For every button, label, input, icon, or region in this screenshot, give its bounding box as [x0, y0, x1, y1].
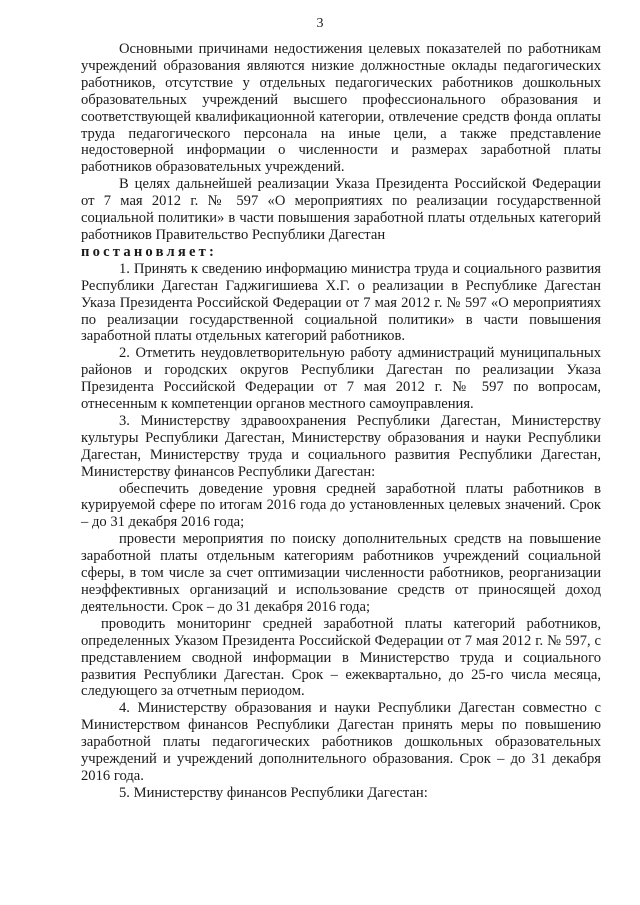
page-number: 3 [316, 16, 324, 31]
clause-4: 4. Министерству образования и науки Республики Дагестан совместно с Министерством финансов Республики Дагестан принять меры по повышению заработной платы педагогических работников дошкольных образовательных учреждений и учреждений дополнительного образования. Срок – до 31 декабря 2016 года. [81, 700, 601, 784]
clause-3: 3. Министерству здравоохранения Республики Дагестан, Министерству культуры Республики Дагестан, Министерству образования и науки Республики Дагестан, Министерству труда и социального развития Республики Дагестан, Министерству финансов Республики Дагестан: [81, 412, 601, 480]
clause-1: 1. Принять к сведению информацию министра труда и социального развития Республики Дагестан Гаджигишиева Х.Г. о реализации в Республике Дагестан Указа Президента Российской Федерации от 7 мая 2012 г. № 597 «О мероприятиях по реализации государственной социальной политики» в части повышения заработной платы отдельных категорий работников. [81, 260, 601, 345]
clause-5: 5. Министерству финансов Республики Дагестан: [119, 784, 428, 801]
clause-3-item-3: проводить мониторинг средней заработной платы категорий работников, определенных Указом Президента Российской Федерации от 7 мая 2012 г. № 597, с представлением сводной информации в Министерство труда и социального развития Республики Дагестан. Срок – ежеквартально, до 25-го числа месяца, следующего за отчетным периодом. [81, 615, 601, 700]
paragraph-reasons: Основными причинами недостижения целевых показателей по работникам учреждений образования являются низкие должностные оклады педагогических работников, отсутствие у отдельных педагогических работников дошкольных образовательных учреждений высшего профессионального образования и соответствующей квалификационной категории, отвлечение средств фонда оплаты труда педагогического персонала на иные цели, а также представление недостоверной информации о численности и размерах заработной платы работников образовательных учреждений. [81, 41, 601, 176]
clause-3-item-1: обеспечить доведение уровня средней заработной платы работников в курируемой сфере по итогам 2016 года до установленных целевых значений. Срок – до 31 декабря 2016 года; [81, 480, 601, 531]
paragraph-preamble: В целях дальнейшей реализации Указа Президента Российской Федерации от 7 мая 2012 г. № 597 «О мероприятиях по реализации государственной социальной политики» в части повышения заработной платы отдельных категорий работников Правительство Республики Дагестан [81, 176, 601, 243]
document-body [81, 41, 601, 802]
resolution-keyword [81, 244, 601, 261]
clause-3-item-2: провести мероприятия по поиску дополнительных средств на повышение заработной платы отдельным категориям работников учреждений социальной сферы, в том числе за счет оптимизации численности работников, реорганизации неэффективных организаций и использование средств от приносящей доход деятельности. Срок – до 31 декабря 2016 года; [81, 531, 601, 615]
resolves-label: постановляет: [81, 243, 218, 260]
clause-2: 2. Отметить неудовлетворительную работу администраций муниципальных районов и городских округов Республики Дагестан по реализации Указа Президента Российской Федерации от 7 мая 2012 г. № 597 по вопросам, отнесенным к компетенции органов местного самоуправления. [81, 345, 601, 413]
